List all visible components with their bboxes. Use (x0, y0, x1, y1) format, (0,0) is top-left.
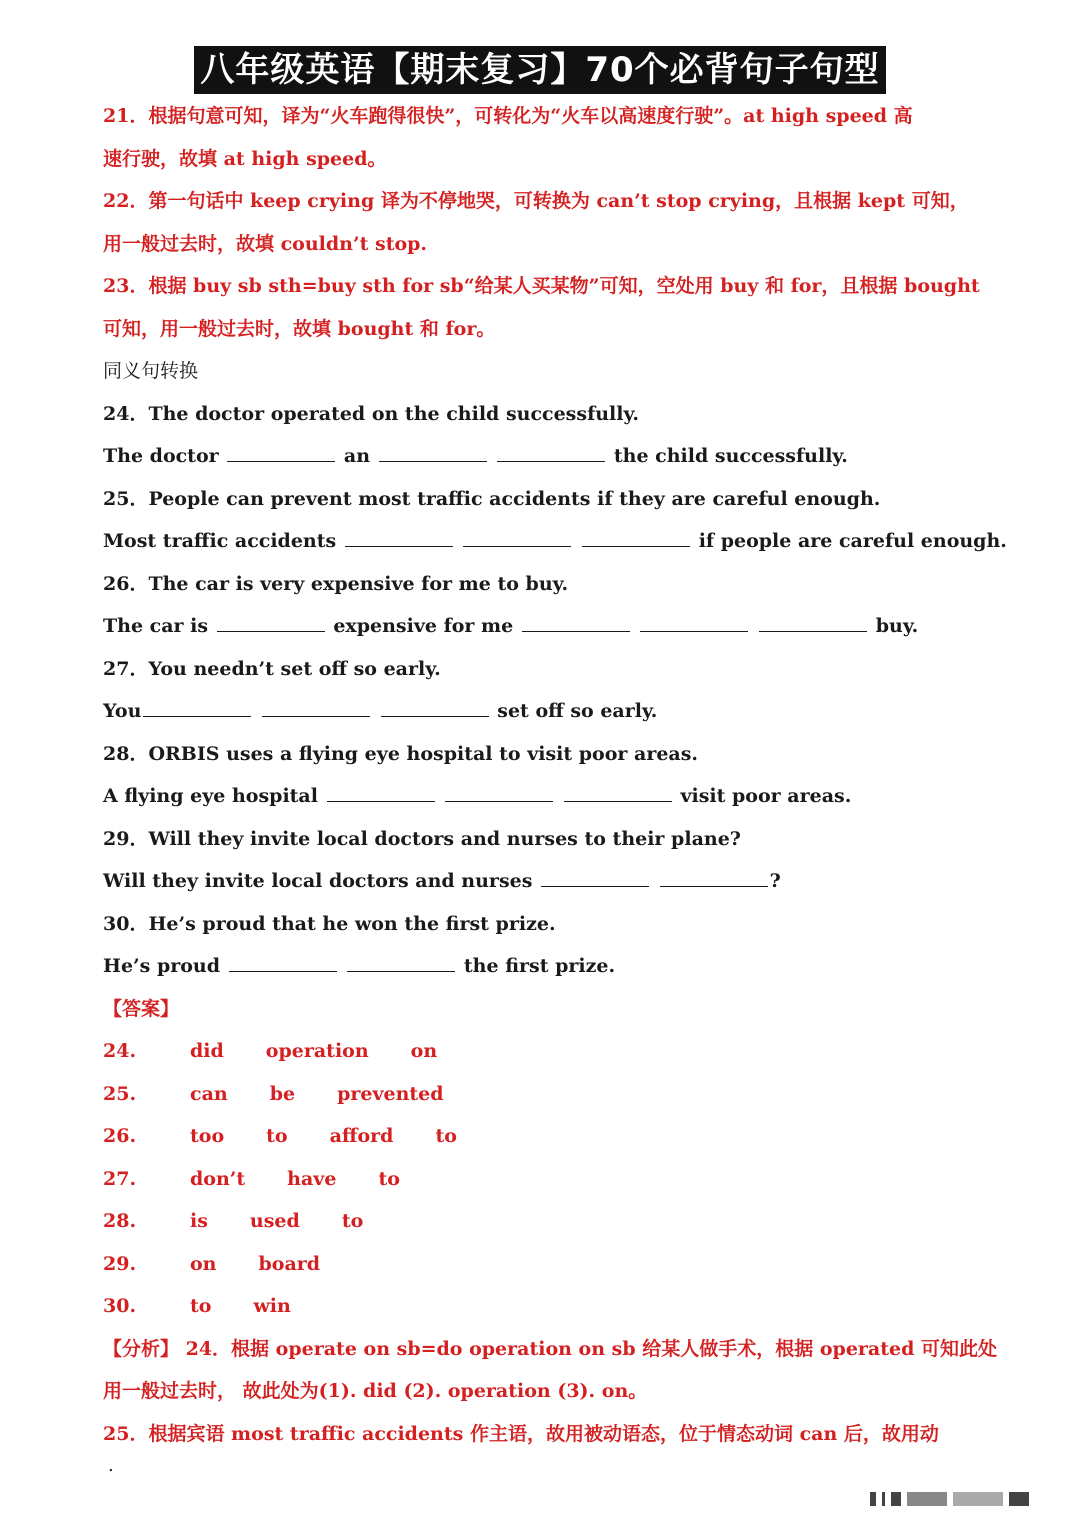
question-sentence: 26．The car is very expensive for me to buy. (103, 572, 569, 595)
answer-blank[interactable] (541, 868, 649, 887)
image-watermark-bar (870, 1490, 1060, 1508)
fill-text (489, 445, 496, 467)
answer-number: 29. (103, 1252, 137, 1275)
fill-text: You (103, 700, 142, 722)
answer-word: have (287, 1167, 337, 1190)
explanation-line: 21．根据句意可知，译为“火车跑得很快”，可转化为“火车以高速度行驶”。at high speed 高 (103, 105, 913, 127)
answer-blank[interactable] (463, 528, 571, 547)
fill-text: expensive for me (326, 615, 520, 637)
answer-blank[interactable] (345, 528, 453, 547)
fill-text: Will they invite local doctors and nurses (103, 870, 540, 892)
analysis-line: 用一般过去时， 故此处为(1). did (2). operation (3). on。 (103, 1380, 648, 1402)
fill-in-line (103, 690, 983, 733)
answer-row (103, 1285, 983, 1328)
answer-word: to (190, 1295, 212, 1317)
fill-in-line (103, 945, 983, 988)
answer-row (103, 1200, 983, 1243)
question-sentence: 24．The doctor operated on the child successfully. (103, 402, 639, 425)
fill-text: visit poor areas. (673, 785, 852, 807)
answer-blank[interactable] (381, 698, 489, 717)
answer-word: prevented (337, 1082, 444, 1105)
fill-text: ? (769, 870, 781, 892)
answer-word: did (190, 1040, 224, 1062)
fill-in-line (103, 605, 983, 648)
answer-blank[interactable] (522, 613, 630, 632)
fill-text (372, 700, 379, 722)
fill-in-line (103, 520, 1007, 563)
title-bar (0, 46, 1080, 94)
answer-row (103, 1030, 983, 1073)
question-sentence: 27．You needn’t set off so early. (103, 657, 441, 680)
answer-row (103, 1073, 983, 1116)
analysis-line: 25．根据宾语 most traffic accidents 作主语，故用被动语态，位于情态动词 can 后，故用动 (103, 1422, 939, 1445)
answer-word: used (249, 1210, 300, 1232)
answer-blank[interactable] (564, 783, 672, 802)
explanation-line: 速行驶，故填 at high speed。 (103, 147, 387, 170)
answer-blank[interactable] (582, 528, 690, 547)
answer-blank[interactable] (445, 783, 553, 802)
fill-text: the child successfully. (607, 445, 848, 467)
answer-word: to (341, 1210, 364, 1232)
explanation-line: 22．第一句话中 keep crying 译为不停地哭，可转换为 can’t stop crying，且根据 kept 可知， (103, 190, 969, 212)
fill-text (651, 870, 658, 892)
answer-blank[interactable] (262, 698, 370, 717)
fill-text: if people are careful enough. (692, 530, 1007, 552)
answer-word: board (258, 1252, 321, 1275)
fill-text: Most traffic accidents (103, 530, 343, 552)
answer-row (103, 1243, 983, 1286)
fill-text (632, 615, 639, 637)
fill-text (253, 700, 260, 722)
answer-word: on (410, 1040, 438, 1062)
analysis-line: 【分析】 24．根据 operate on sb=do operation on sb 给某人做手术，根据 operated 可知此处 (103, 1337, 998, 1360)
answer-word: don’t (190, 1167, 246, 1190)
answer-word: too (190, 1125, 225, 1147)
fill-text (339, 955, 346, 977)
answer-word: afford (329, 1125, 394, 1147)
answer-heading: 【答案】 (103, 997, 180, 1020)
answer-word: is (190, 1210, 208, 1232)
answer-word: operation (265, 1040, 369, 1062)
answer-number: 28. (103, 1210, 137, 1232)
answer-word: can (190, 1082, 228, 1105)
fill-text: The doctor (103, 445, 226, 467)
fill-text: the first prize. (457, 955, 616, 977)
fill-text (455, 530, 462, 552)
fill-text: He’s proud (103, 955, 227, 977)
answer-row (103, 1158, 983, 1201)
answer-row (103, 1115, 983, 1158)
answer-blank[interactable] (327, 783, 435, 802)
explanation-line: 可知，用一般过去时，故填 bought 和 for。 (103, 317, 496, 340)
page-title: 八年级英语【期末复习】70个必背句子句型 (194, 46, 885, 94)
fill-text (437, 785, 444, 807)
fill-in-line (103, 860, 983, 903)
question-sentence: 28．ORBIS uses a flying eye hospital to visit poor areas. (103, 742, 699, 765)
fill-text: A flying eye hospital (103, 785, 325, 807)
answer-blank[interactable] (229, 953, 337, 972)
answer-blank[interactable] (379, 443, 487, 462)
answer-blank[interactable] (143, 698, 251, 717)
question-sentence: 25．People can prevent most traffic accidents if they are careful enough. (103, 487, 881, 510)
document-body (103, 95, 1007, 1455)
answer-number: 30. (103, 1295, 137, 1317)
answer-blank[interactable] (640, 613, 748, 632)
section-heading: 同义句转换 (103, 360, 199, 382)
answer-word: win (253, 1295, 291, 1317)
question-sentence: 30．He’s proud that he won the first prize. (103, 912, 556, 935)
fill-in-line (103, 775, 983, 818)
fill-text: an (337, 445, 377, 467)
answer-word: to (435, 1125, 457, 1147)
fill-text (573, 530, 580, 552)
answer-number: 24. (103, 1040, 137, 1062)
fill-text: set off so early. (490, 700, 658, 722)
explanation-line: 用一般过去时，故填 couldn’t stop. (103, 232, 428, 255)
fill-text (750, 615, 757, 637)
answer-number: 25. (103, 1082, 137, 1105)
answer-blank[interactable] (759, 613, 867, 632)
fill-text (555, 785, 562, 807)
answer-word: to (266, 1125, 288, 1147)
footer-dot: . (108, 1455, 114, 1476)
answer-number: 27. (103, 1167, 137, 1190)
answer-blank[interactable] (347, 953, 455, 972)
answer-number: 26. (103, 1125, 137, 1147)
answer-word: on (190, 1252, 217, 1275)
answer-blank[interactable] (217, 613, 325, 632)
answer-word: to (378, 1167, 400, 1190)
explanation-line: 23．根据 buy sb sth=buy sth for sb“给某人买某物”可知，空处用 buy 和 for，且根据 bought (103, 275, 980, 297)
fill-text: buy. (869, 615, 919, 637)
answer-word: be (269, 1082, 296, 1105)
question-sentence: 29．Will they invite local doctors and nurses to their plane? (103, 827, 741, 850)
answer-blank[interactable] (660, 868, 768, 887)
answer-blank[interactable] (227, 443, 335, 462)
fill-text: The car is (103, 615, 215, 637)
fill-in-line (103, 435, 983, 478)
answer-blank[interactable] (497, 443, 605, 462)
